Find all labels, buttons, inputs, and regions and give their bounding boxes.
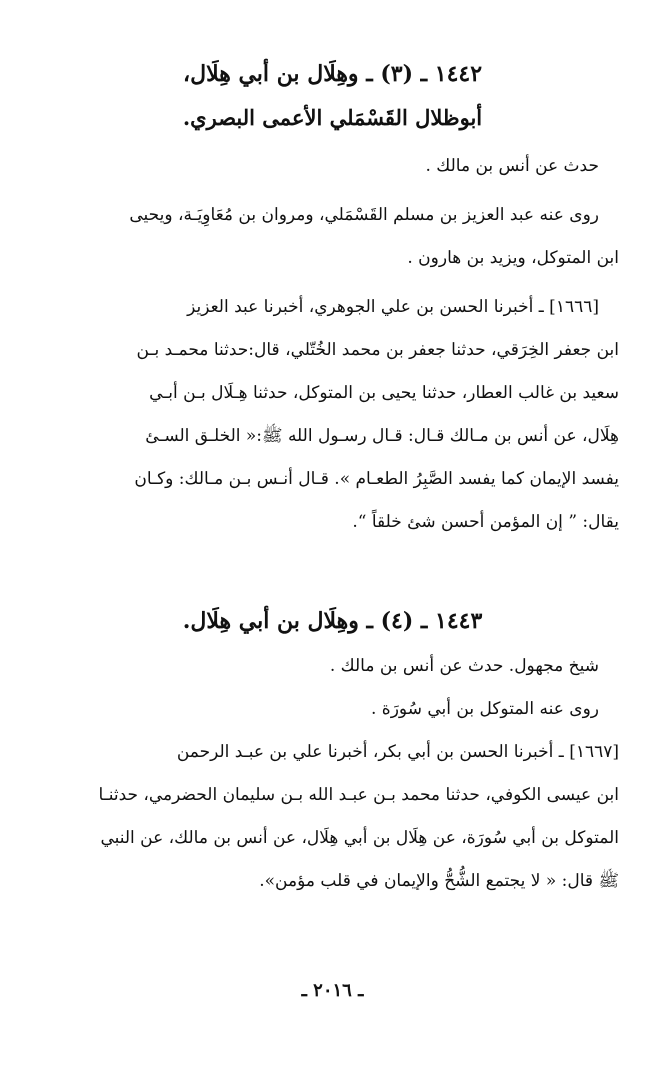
text-line: [١٦٦٦] ـ أخبرنا الحسن بن علي الجوهري، أخبرنا عبد العزيز <box>187 297 599 317</box>
text-line: سعيد بن غالب العطار، حدثنا يحيى بن المتوكل، حدثنا هِـلَال بـن أبـي <box>149 383 619 403</box>
entry-heading: ١٤٤٣ ـ (٤) ـ وهِلَال بن أبي هِلَال. <box>182 608 483 634</box>
entry-heading: ١٤٤٢ ـ (٣) ـ وهِلَال بن أبي هِلَال، <box>182 61 483 87</box>
text-line: شيخ مجهول. حدث عن أنس بن مالك . <box>329 656 599 676</box>
entry-1443-body <box>46 645 619 903</box>
text-line: ابن عيسى الكوفي، حدثنا محمد بـن عبـد الله بـن سليمان الحضرمي، حدثنـا <box>98 785 619 805</box>
entry-1443 <box>46 605 619 637</box>
text-line: ابن المتوكل، ويزيد بن هارون . <box>407 248 619 268</box>
entry-1442 <box>46 58 619 134</box>
text-line: هِلَال، عن أنس بن مـالك قـال: قـال رسـول الله ﷺ:« الخلـق السـئ <box>145 426 619 446</box>
text-line: روى عنه عبد العزيز بن مسلم القَسْمَلي، ومروان بن مُعَاوِيَـة، ويحيى <box>129 205 599 225</box>
text-line: ابن جعفر الخِرَقي، حدثنا جعفر بن محمد الخُتّلي، قال:حدثنا محمـد بـن <box>136 340 619 360</box>
text-line: المتوكل بن أبي سُورَة، عن هِلَال بن أبي هِلَال، عن أنس بن مالك، عن النبي <box>100 828 619 848</box>
text-line: [١٦٦٧] ـ أخبرنا الحسن بن أبي بكر، أخبرنا علي بن عبـد الرحمن <box>176 742 619 762</box>
page-number: ـ ٢٠١٦ ـ <box>301 980 364 1001</box>
text-line: يقال: ” إن المؤمن أحسن شئ خلقاً “. <box>352 512 619 532</box>
entry-1442-body <box>46 145 619 544</box>
text-line: روى عنه المتوكل بن أبي سُورَة . <box>371 699 599 719</box>
text-line: حدث عن أنس بن مالك . <box>425 156 599 176</box>
text-line: ﷺ قال: « لا يجتمع الشُّحُّ والإيمان في قلب مؤمن». <box>259 871 619 891</box>
text-line: يفسد الإيمان كما يفسد الصَّبِرُ الطعـام ». قـال أنـس بـن مـالك: وكـان <box>134 469 619 489</box>
entry-subheading: أبوظلال القَسْمَلي الأعمى البصري. <box>182 105 483 130</box>
